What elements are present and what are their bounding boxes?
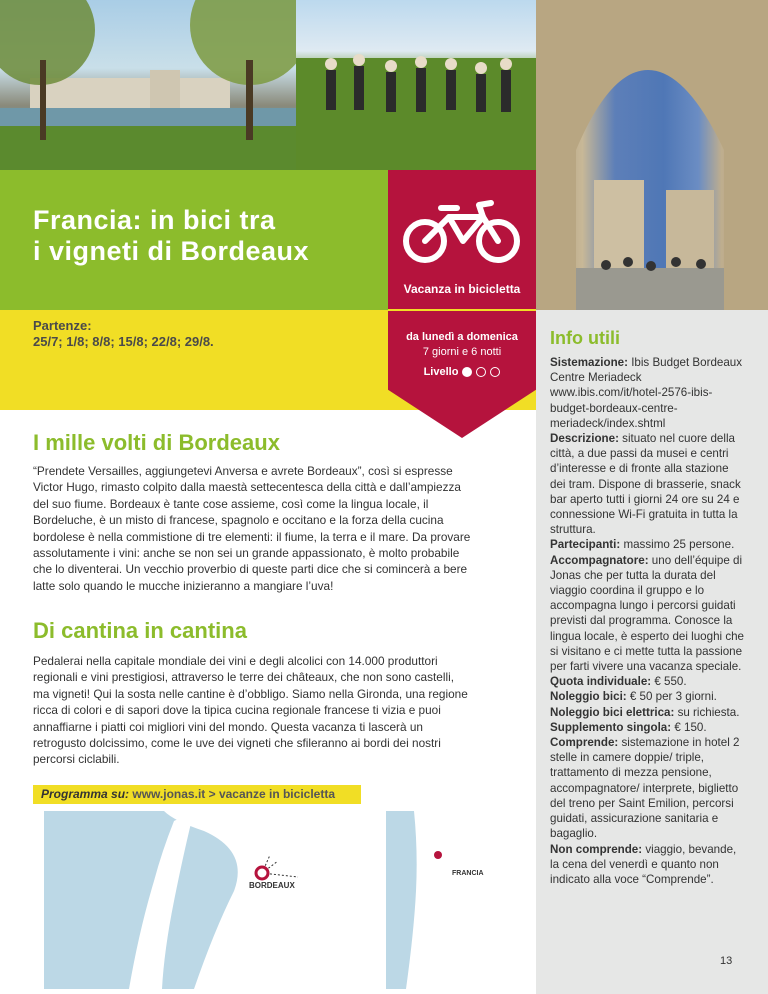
page-title-line1: Francia: in bici tra xyxy=(33,205,276,235)
info-text: situato nel cuore della città, a due passi da musei e centri d’interesse e di fronte alla stazione dei tram. Dispone di brasserie, snack bar aperto tutti i giorni 24 ore su 24 e connessione Wi-Fi gratuita in tutta la struttura. xyxy=(550,432,741,537)
section-title-bordeaux: I mille volti di Bordeaux xyxy=(33,430,280,455)
info-list xyxy=(550,355,745,887)
map-country-label: FRANCIA xyxy=(452,870,484,877)
info-label: Partecipanti: xyxy=(550,538,621,552)
photo-bordeaux-riverside-illustration xyxy=(0,0,296,170)
photo-city-gate xyxy=(536,0,768,310)
section-body-cantina: Pedalerai nella capitale mondiale dei vini e degli alcolici con 14.000 produttori regionali e vini prestigiosi, attraverso le terre dei châteaux, che non sono castelli, ma vigneti! Qui la sosta nelle cantine è d’obbligo. Siamo nella Gironda, una regione ricca di colori e di sapori dove la tipica cucina regionale francese ti vizia e puoi annaffiarne i piatti coi migliori vini del mondo. Questa vacanza ti lascerà un retrogusto dolcissimo, come le uve dei vigneti che sfileranno ai bordi dei nostri percorsi ciclabili. xyxy=(33,654,468,767)
info-label: Non comprende: xyxy=(550,842,643,856)
info-label: Accompagnatore: xyxy=(550,553,649,567)
level-dot-empty xyxy=(476,367,486,377)
program-link[interactable] xyxy=(41,787,335,801)
trip-days: da lunedì a domenica xyxy=(406,331,518,343)
info-text: € 50 per 3 giorni. xyxy=(626,690,717,704)
program-url[interactable]: www.jonas.it > vacanze in bicicletta xyxy=(132,787,335,801)
info-item-descrizione xyxy=(550,432,741,536)
info-title: Info utili xyxy=(550,328,620,348)
departures-label: Partenze: xyxy=(33,318,92,333)
info-label: Descrizione: xyxy=(550,432,619,446)
program-label: Programma su: xyxy=(41,787,130,801)
trip-duration: 7 giorni e 6 notti xyxy=(422,346,502,358)
photo-city-gate-illustration xyxy=(536,0,768,310)
bicycle-icon xyxy=(401,199,523,265)
info-item-accompagnatore xyxy=(550,554,744,673)
map-france-shape xyxy=(386,811,534,989)
level-dot-filled xyxy=(462,367,472,377)
difficulty-label: Livello xyxy=(423,366,459,378)
info-label: Quota individuale: xyxy=(550,675,652,689)
map-gironde xyxy=(44,811,384,989)
info-text: € 150. xyxy=(671,720,707,734)
photo-bordeaux-riverside xyxy=(0,0,296,170)
departures-dates: 25/7; 1/8; 8/8; 15/8; 22/8; 29/8. xyxy=(33,334,214,349)
map-france xyxy=(386,811,534,989)
photo-cyclists-vineyard-illustration xyxy=(296,0,536,170)
map-city-label: BORDEAUX xyxy=(249,881,295,890)
info-label: Noleggio bici elettrica: xyxy=(550,705,675,719)
info-text: € 550. xyxy=(651,675,687,689)
info-item-comprende xyxy=(550,736,739,840)
info-label: Sistemazione: xyxy=(550,356,628,369)
info-item-non-comprende xyxy=(550,843,736,886)
info-text: sistemazione in hotel 2 stelle in camere doppie/ triple, trattamento di mezza pensione, accompagnatore/ interprete, biglietto del treno per Saint Emilion, percorsi guidati, assicurazione sanitaria e bagaglio. xyxy=(550,736,740,841)
info-item-noleggio-elettrica xyxy=(550,706,739,719)
map-gironde-shape xyxy=(44,811,384,989)
info-item-sistemazione xyxy=(550,356,742,430)
info-item-supplemento xyxy=(550,721,707,734)
info-text: uno dell’équipe di Jonas che per tutta la durata del viaggio coordina il gruppo e lo accompagna lungo i percorsi guidati previsti dal programma. Conosce la lingua locale, è esperto dei luoghi che si visitano e ci mette tutta la passione per farti vivere una vacanza speciale. xyxy=(550,553,745,674)
category-label: Vacanza in bicicletta xyxy=(403,282,521,296)
page-title xyxy=(33,205,353,267)
info-item-partecipanti xyxy=(550,538,734,551)
info-item-quota xyxy=(550,675,687,688)
info-label: Noleggio bici: xyxy=(550,690,627,704)
info-item-noleggio-bici xyxy=(550,690,717,703)
page-number: 13 xyxy=(720,955,733,967)
section-body-bordeaux: “Prendete Versailles, aggiungetevi Anversa e avrete Bordeaux”, così si espresse Victor Hugo, rimasto colpito dalla maestà settecentesca della città e dall’ampiezza del suo fiume. Bordeaux è tante cose assieme, così come la lingua locale, il Bordeluche, è un misto di francese, spagnolo e occitano e la forza della cucina bordolese è nella commistione di tre elementi: il fiume, la terra e il mare. Da provare assolutamente i vini: anche se non sei un grande appassionato, è molto probabile che lo diventerai. Un vecchio proverbio di queste parti dice che si comincerà a bere latte solo quando le mucche inizieranno a mangiare l’uva! xyxy=(33,464,471,593)
info-text: Ibis Budget Bordeaux Centre Meriadeck www.ibis.com/it/hotel-2576-ibis-budget-bordeaux-centre-meriadeck/index.shtml xyxy=(550,356,743,430)
section-title-cantina: Di cantina in cantina xyxy=(33,618,247,643)
level-dot-empty xyxy=(490,367,500,377)
photo-cyclists-vineyard xyxy=(296,0,536,170)
info-label: Comprende: xyxy=(550,736,619,750)
difficulty-level xyxy=(388,366,536,378)
ribbon-divider xyxy=(388,309,536,311)
info-text: viaggio, bevande, la cena del venerdì e quanto non indicato alla voce “Comprende”. xyxy=(550,842,737,886)
info-label: Supplemento singola: xyxy=(550,720,672,734)
info-text: su richiesta. xyxy=(674,705,740,719)
page-title-line2: i vigneti di Bordeaux xyxy=(33,236,310,266)
info-text: massimo 25 persone. xyxy=(620,538,735,552)
